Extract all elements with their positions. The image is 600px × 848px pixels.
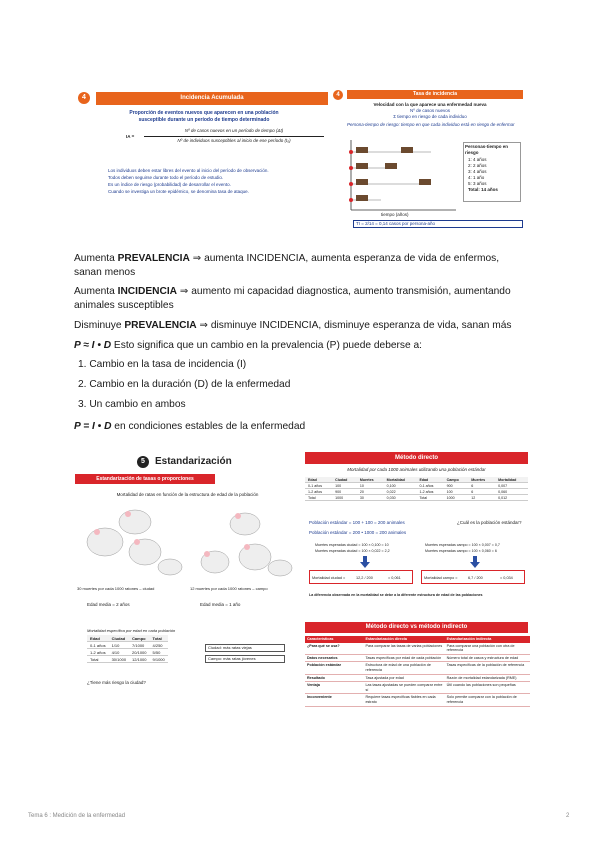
table-cell: 1/10 — [109, 642, 129, 649]
text: Esto significa que un cambio en la prevalencia (P) puede deberse a: — [111, 340, 423, 351]
page-number: 2 — [566, 813, 570, 819]
header-cell: Edad — [416, 477, 443, 483]
header-cell: Campo — [129, 635, 149, 642]
table-cell: Ventaja — [305, 682, 364, 694]
table-title: Mortalidad específica por edad en cada población — [87, 628, 176, 633]
formula — [126, 128, 326, 150]
table-cell: 4/10 — [109, 649, 129, 656]
table-row — [305, 643, 530, 655]
question: ¿Cuál es la población estándar? — [457, 520, 522, 525]
table-cell: 0-1 años — [416, 483, 443, 489]
legend-item: 3: 4 años — [468, 169, 487, 174]
header-cell: Estandarización indirecta — [445, 636, 530, 643]
table-cell: Total — [416, 495, 443, 501]
box-value: 12,2 / 200 — [356, 576, 373, 580]
keyword: PREVALENCIA — [124, 320, 197, 331]
bullet-item: Los individuos deben estar libres del evento al inicio del período de observación. — [108, 168, 269, 173]
bullet-item: Todos deben seguirse durante todo el período de estudio. — [108, 175, 224, 180]
text: Aumenta — [74, 253, 118, 264]
caption-left: 30 muertes por cada 1000 ratones – ciudad — [77, 586, 155, 591]
table-cell: Total — [87, 656, 109, 663]
table-cell: 10 — [357, 483, 384, 489]
slide-tasa-incidencia — [333, 88, 525, 230]
table-cell: 1-2 años — [87, 649, 109, 656]
result-box-left — [309, 570, 413, 584]
footnote: La diferencia observada en la mortalidad se debe a la diferente estructura de edad de las poblaciones — [309, 593, 483, 597]
tasa-sub1: Nº de casos nuevos — [410, 108, 450, 113]
keyword: PREVALENCIA — [117, 253, 190, 264]
table-cell: Para comparar las tasas de varias poblaciones — [364, 643, 445, 655]
slide-number-badge: 4 — [78, 92, 90, 104]
table-cell: 30/1000 — [109, 656, 129, 663]
table-cell: Las tasas ajustadas se pueden comparar entre sí — [364, 682, 445, 694]
footer-title: Tema 6 : Medición de la enfermedad — [28, 813, 126, 819]
header-cell: Estandarización directa — [364, 636, 445, 643]
slide-header: Incidencia Acumulada — [96, 92, 328, 105]
table-cell: 1000 — [332, 495, 357, 501]
caption-right: 12 muertes por cada 1000 ratones – campo — [190, 586, 268, 591]
paragraph-formula-stable — [74, 420, 529, 434]
table-cell: 0-1 años — [305, 483, 332, 489]
text: Disminuye — [74, 320, 125, 331]
text: Aumenta — [74, 286, 118, 297]
result-box-right — [421, 570, 525, 584]
formula-denominator: Nº de individuos susceptibles al inicio de ese período (t₀) — [177, 138, 291, 143]
header-cell: Campo — [444, 477, 469, 483]
formula-bar — [144, 136, 324, 137]
table-cell: Para comparar una población con otra de referencia — [445, 643, 530, 655]
note-box-2: Campo: más ratas jóvenes — [205, 655, 285, 663]
paragraph-prevalencia-disminuye — [74, 319, 529, 333]
box-result: = 0,034 — [500, 576, 513, 580]
table-cell: Tasa ajustada por edad — [364, 674, 445, 682]
table-row — [305, 662, 530, 674]
table-cell: 4/250 — [150, 642, 168, 649]
table-cell: 20 — [357, 489, 384, 495]
table-cell: Datos necesarios — [305, 654, 364, 662]
table-header-row — [305, 636, 530, 643]
header-cell: Ciudad — [109, 635, 129, 642]
list-item: 2. Cambio en la duración (D) de la enfermedad — [78, 379, 291, 390]
header-cell: Muertes — [357, 477, 384, 483]
table-cell: 100 — [444, 489, 469, 495]
table-row — [87, 642, 168, 649]
slide-header: Tasa de incidencia — [347, 90, 523, 99]
table-cell: 900 — [444, 483, 469, 489]
table-cell: 6 — [468, 489, 495, 495]
formula-numerator: Nº de casos nuevos en un período de tiempo (Δt) — [184, 128, 284, 133]
table-cell: 6 — [468, 483, 495, 489]
tasa-result: TI = 2/14 = 0,14 casos por persona-año — [353, 220, 523, 228]
box-result: = 0,061 — [388, 576, 401, 580]
table-row — [305, 694, 530, 706]
tasa-title: Velocidad con la que aparece una enfermedad nueva — [373, 102, 487, 107]
list-item: 3. Un cambio en ambos — [78, 399, 186, 410]
tasa-note: Persona-tiempo de riesgo: tiempo en que cada individuo está en riesgo de enfermar — [347, 122, 515, 127]
box-label: Mortalidad campo = — [424, 576, 458, 580]
calc-left-1: Muertes esperadas ciudad = 100 × 0,100 = 10 — [315, 543, 389, 547]
table-cell: ¿Para qué se usa? — [305, 643, 364, 655]
header-cell: Mortalidad — [495, 477, 528, 483]
calc-left-2: Muertes esperadas ciudad = 100 × 0,022 = 2,2 — [315, 549, 390, 553]
table-cell: Población estándar — [305, 662, 364, 674]
table-cell: 5/50 — [150, 649, 168, 656]
table-row — [87, 656, 168, 663]
table-cell: 30 — [357, 495, 384, 501]
legend-item: 5: 3 años — [468, 181, 487, 186]
mortality-table — [87, 635, 168, 663]
paragraph-prevalencia-aumenta — [74, 252, 529, 280]
direct-method-table — [305, 477, 528, 501]
table-cell: 0,012 — [495, 495, 528, 501]
table-row — [305, 674, 530, 682]
header-cell: Ciudad — [332, 477, 357, 483]
table-cell: Solo permite comparar con la población de referencia — [445, 694, 530, 706]
keyword: INCIDENCIA — [117, 286, 178, 297]
bullet-item: Es un índice de riesgo (probabilidad) de desarrollar el evento. — [108, 182, 231, 187]
table-cell: Razón de mortalidad estandarizada (RME) — [445, 674, 530, 682]
comparison-table — [305, 636, 530, 707]
bullet-item: Cuando se investiga un brote epidémico, se denomina tasa de ataque. — [108, 189, 249, 194]
table-cell: Tasas específicas por edad de cada población — [364, 654, 445, 662]
table-cell: 0,060 — [495, 489, 528, 495]
table-cell: 12/1000 — [129, 656, 149, 663]
slide-subtitle: Mortalidad por cada 1000 animales utilizando una población estándar — [347, 467, 486, 472]
slide-subtitle: Mortalidad de ratas en función de la estructura de edad de la población — [116, 492, 259, 497]
paragraph-formula-pid — [74, 339, 529, 353]
slide-metodo-comparacion — [305, 622, 530, 744]
slide-header: Método directo — [305, 452, 528, 464]
header-cell: Total — [150, 635, 168, 642]
table-cell: 1-2 años — [416, 489, 443, 495]
table-row — [305, 495, 528, 501]
paragraph-incidencia-aumenta — [74, 285, 529, 313]
table-cell: 900 — [332, 489, 357, 495]
header-cell: Características — [305, 636, 364, 643]
axis-label: tiempo (años) — [381, 212, 409, 217]
legend-item: Total: 14 años — [468, 187, 498, 192]
table-cell: Estructura de edad de una población de referencia — [364, 662, 445, 674]
text: en condiciones estables de la enfermedad — [111, 421, 306, 432]
slide-title: Estandarización — [155, 456, 232, 467]
timeline-diagram — [341, 138, 461, 218]
box-label: Mortalidad ciudad = — [312, 576, 346, 580]
table-cell: 1000 — [444, 495, 469, 501]
tasa-sub2: Σ tiempo en riesgo de cada individuo — [393, 114, 467, 119]
header-cell: Edad — [87, 635, 109, 642]
slide-number-badge: 4 — [333, 90, 343, 100]
formula: P ≈ I • D — [74, 340, 112, 351]
table-cell: 0,022 — [384, 489, 417, 495]
bullet-list — [108, 168, 328, 195]
table-cell: Útil cuando las poblaciones son pequeñas — [445, 682, 530, 694]
age-left: Edad media = 2 años — [87, 602, 130, 607]
table-cell: 20/1000 — [129, 649, 149, 656]
legend-item: 4: 1 año — [468, 175, 485, 180]
table-cell: 0,030 — [384, 495, 417, 501]
causes-list — [78, 355, 533, 415]
formula: P = I • D — [74, 421, 112, 432]
table-cell: 0,100 — [384, 483, 417, 489]
table-cell: 9/1000 — [150, 656, 168, 663]
table-row — [87, 649, 168, 656]
table-cell: 0-1 años — [87, 642, 109, 649]
legend-item: 1: 4 años — [468, 157, 487, 162]
header-cell: Muertes — [468, 477, 495, 483]
pop-line2: Población estándar = 200 • 1000 = 200 animales — [309, 530, 407, 535]
table-cell: 12 — [468, 495, 495, 501]
table-cell: 1-2 años — [305, 489, 332, 495]
table-row — [305, 682, 530, 694]
slide-header: Estandarización de tasas o proporciones — [75, 474, 215, 484]
legend-item: 2: 2 años — [468, 163, 487, 168]
arrow-down-icon — [470, 556, 480, 568]
legend-box — [463, 142, 521, 202]
formula-prefix: IA = — [126, 134, 135, 139]
pop-standard: Población estándar = 100 + 100 = 200 animales — [309, 520, 405, 525]
definition-line-1: Proporción de eventos nuevos que aparecen en una población — [129, 110, 279, 116]
box-value: 6,7 / 200 — [468, 576, 483, 580]
table-cell: Requiere tasas específicas fiables en cada estrato — [364, 694, 445, 706]
slide-incidencia-acumulada — [78, 88, 330, 230]
definition-line-2: susceptible durante un período de tiempo determinado — [138, 117, 270, 123]
slide-metodo-directo — [305, 452, 530, 614]
table-cell: 7/1000 — [129, 642, 149, 649]
table-cell: Inconveniente — [305, 694, 364, 706]
calc-right-2: Muertes esperadas campo = 100 × 0,060 = 6 — [425, 549, 497, 553]
slide-number-badge: 5 — [137, 456, 149, 468]
note-box-1: Ciudad: más ratas viejas — [205, 644, 285, 652]
list-item: 1. Cambio en la tasa de incidencia (I) — [78, 359, 247, 370]
question: ¿Tiene más riesgo la ciudad? — [87, 680, 146, 685]
table-cell: Resultado — [305, 674, 364, 682]
table-row — [305, 654, 530, 662]
calc-right-1: Muertes esperadas campo = 100 × 0,007 = 0,7 — [425, 543, 500, 547]
arrow-down-icon — [360, 556, 370, 568]
legend-title: Personas-tiempo en riesgo — [465, 144, 509, 155]
text: ⇒ aumenta INCIDENCIA, aumenta esperanza de vida de enfermos, sanan menos — [74, 253, 500, 278]
table-cell: Total — [305, 495, 332, 501]
table-cell: 0,007 — [495, 483, 528, 489]
table-cell: Número total de casos y estructura de edad — [445, 654, 530, 662]
table-cell: Tasas específicas de la población de referencia — [445, 662, 530, 674]
slide-estandarizacion — [75, 452, 300, 692]
age-right: Edad media = 1 año — [200, 602, 241, 607]
table-cell: 100 — [332, 483, 357, 489]
rats-illustration — [75, 502, 300, 582]
header-cell: Mortalidad — [384, 477, 417, 483]
text: ⇒ disminuye INCIDENCIA, disminuye esperanza de vida, sanan más — [196, 320, 512, 331]
text: ⇒ aumento mi capacidad diagnostica, aumento transmisión, aumentando animales susceptibles — [74, 286, 511, 311]
slide-header: Método directo vs método indirecto — [305, 622, 528, 633]
header-cell: Edad — [305, 477, 332, 483]
